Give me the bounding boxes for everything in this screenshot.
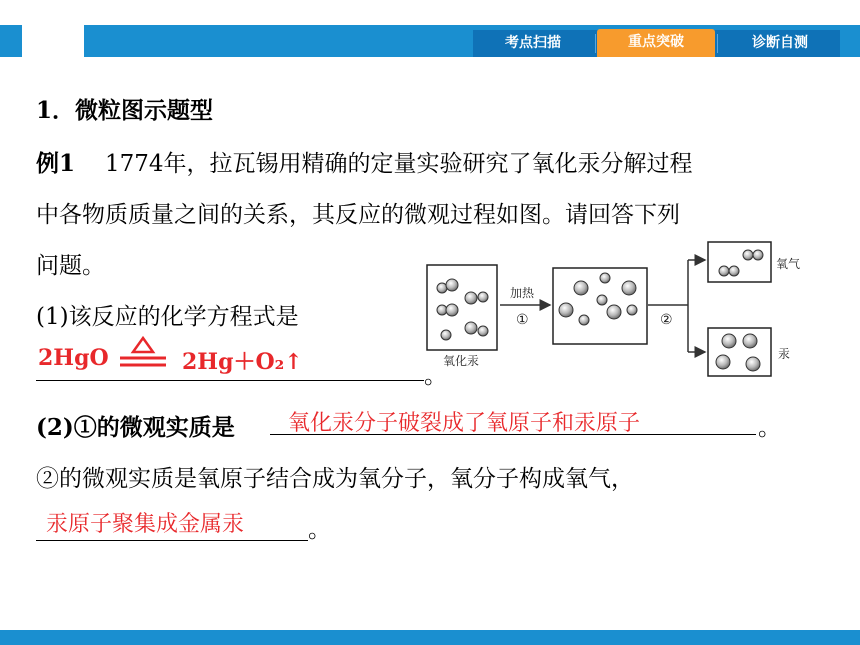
question-2-answer: 氧化汞分子破裂成了氧原子和汞原子 [288, 411, 641, 436]
tab-divider [595, 34, 596, 53]
equation-reactant: 2HgO [38, 345, 109, 371]
equation-products: 2Hg＋O₂↑ [182, 349, 303, 375]
question-1-text: (1)该反应的化学方程式是 [36, 304, 299, 330]
heating-condition-sign [118, 334, 168, 376]
oxygen-box [708, 242, 771, 282]
example-label: 例1 [36, 150, 76, 177]
answer-blank-line [270, 434, 756, 435]
footer-bar [0, 630, 860, 645]
header-accent-block [0, 25, 22, 57]
example-text-3: 问题。 [36, 253, 105, 279]
question-1-end: 。 [424, 363, 447, 389]
mercury-box [708, 328, 771, 376]
question-2-prefix: (2)①的微观实质是 [36, 414, 235, 441]
question-3-text: ②的微观实质是氧原子结合成为氧分子，氧分子构成氧气， [36, 466, 634, 492]
mercury-label: 汞 [778, 347, 791, 361]
tab-divider [717, 34, 718, 53]
intermediate-box [553, 268, 647, 344]
step-2-label: ② [660, 312, 673, 328]
example-text-1: 1774年，拉瓦锡用精确的定量实验研究了氧化汞分解过程 [105, 151, 693, 177]
answer-blank-line [36, 540, 308, 541]
step-1-label: ① [516, 312, 529, 328]
question-3-answer: 汞原子聚集成金属汞 [46, 512, 245, 537]
question-2-end: 。 [758, 415, 781, 441]
question-3-end: 。 [308, 517, 331, 543]
reaction-diagram [420, 240, 820, 380]
section-title: 1．微粒图示题型 [36, 97, 214, 124]
reactant-box [427, 265, 497, 350]
tab-zhenduan-zice[interactable]: 诊断自测 [752, 35, 808, 51]
tab-zhongdian-tupo[interactable]: 重点突破 [597, 29, 715, 57]
tab-kaodian-saomiao[interactable]: 考点扫描 [505, 35, 561, 51]
oxygen-label: 氧气 [776, 257, 801, 271]
example-text-2: 中各物质质量之间的关系，其反应的微观过程如图。请回答下列 [36, 202, 680, 228]
reactant-label: 氧化汞 [443, 354, 480, 368]
heat-label: 加热 [510, 286, 535, 300]
answer-blank-line [36, 380, 424, 381]
example-line-1 [36, 145, 693, 178]
